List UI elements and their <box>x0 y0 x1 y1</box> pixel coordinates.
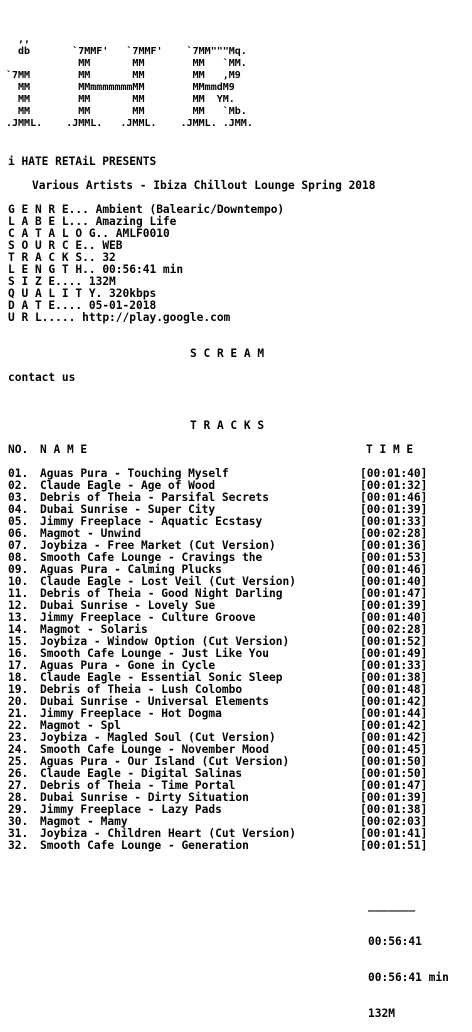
info-label: Q U A L I T Y. <box>8 287 103 300</box>
info-label: G E N R E... <box>8 203 89 216</box>
track-time: [00:01:48] <box>360 683 428 696</box>
track-title: Jimmy Freeplace - Aquatic Ecstasy <box>40 515 263 528</box>
track-title: Magmot - Mamy <box>40 815 128 828</box>
track-title: Claude Eagle - Digital Salinas <box>40 767 243 780</box>
track-number: 15. <box>8 635 29 648</box>
track-title: Magmot - Unwind <box>40 527 142 540</box>
track-title: Claude Eagle - Age of Wood <box>40 479 216 492</box>
track-time: [00:01:52] <box>360 635 428 648</box>
track-number: 14. <box>8 623 29 636</box>
track-time: [00:02:03] <box>360 815 428 828</box>
ascii-logo: ,, db `7MMF' `7MMF' `7MM"""Mq. MM MM MM `MM. `7MM MM MM MM ,M9 MM MMmmmmmmmMM MMmmdM9 MM MM MM MM YM. MM MM MM MM `Mb. .JMML. .JMML. .JMML. .JMML. .JMM. <box>6 34 253 129</box>
column-time: T I M E <box>366 443 414 456</box>
tracklist <box>8 468 472 852</box>
track-title: Joybiza - Free Market (Cut Version) <box>40 539 276 552</box>
track-number: 02. <box>8 479 29 492</box>
track-title: Joybiza - Window Option (Cut Version) <box>40 635 290 648</box>
track-number: 12. <box>8 599 29 612</box>
track-title: Aguas Pura - Gone in Cycle <box>40 659 216 672</box>
track-time: [00:02:28] <box>360 527 428 540</box>
track-title: Smooth Cafe Lounge - Just Like You <box>40 647 270 660</box>
track-number: 16. <box>8 647 29 660</box>
track-title: Dubai Sunrise - Lovely Sue <box>40 599 216 612</box>
track-time: [00:01:45] <box>360 743 428 756</box>
track-number: 04. <box>8 503 29 516</box>
track-time: [00:01:33] <box>360 659 428 672</box>
track-number: 01. <box>8 467 29 480</box>
info-value: 00:56:41 min <box>102 263 184 276</box>
track-time: [00:01:50] <box>360 755 428 768</box>
track-title: Smooth Cafe Lounge - November Mood <box>40 743 270 756</box>
album-title: Various Artists - Ibiza Chillout Lounge Spring 2018 <box>32 179 376 192</box>
track-number: 29. <box>8 803 29 816</box>
track-number: 32. <box>8 839 29 852</box>
track-title: Aguas Pura - Our Island (Cut Version) <box>40 755 290 768</box>
track-number: 03. <box>8 491 29 504</box>
track-number: 21. <box>8 707 29 720</box>
track-number: 31. <box>8 827 29 840</box>
track-time: [00:01:51] <box>360 839 428 852</box>
track-number: 22. <box>8 719 29 732</box>
track-title: Dubai Sunrise - Super City <box>40 503 216 516</box>
track-title: Claude Eagle - Lost Veil (Cut Version) <box>40 575 296 588</box>
track-time: [00:01:42] <box>360 719 428 732</box>
info-value: 05-01-2018 <box>88 299 157 312</box>
column-name: N A M E <box>40 443 88 456</box>
scream-heading: S C R E A M <box>190 347 265 360</box>
track-title: Jimmy Freeplace - Hot Dogma <box>40 707 222 720</box>
totals <box>368 876 449 1032</box>
track-time: [00:01:42] <box>360 731 428 744</box>
track-time: [00:01:39] <box>360 599 428 612</box>
info-label: S O U R C E.. <box>8 239 96 252</box>
track-number: 27. <box>8 779 29 792</box>
track-title: Smooth Cafe Lounge - Cravings the <box>40 551 263 564</box>
info-value: AMLF0010 <box>115 227 170 240</box>
track-time: [00:01:47] <box>360 587 428 600</box>
track-time: [00:01:36] <box>360 539 428 552</box>
track-number: 07. <box>8 539 29 552</box>
info-value: 132M <box>88 275 116 288</box>
track-title: Debris of Theia - Lush Colombo <box>40 683 243 696</box>
track-number: 09. <box>8 563 29 576</box>
track-number: 10. <box>8 575 29 588</box>
track-time: [00:01:33] <box>360 515 428 528</box>
track-number: 30. <box>8 815 29 828</box>
track-number: 28. <box>8 791 29 804</box>
info-value: Amazing Life <box>95 215 177 228</box>
info-value: Ambient (Balearic/Downtempo) <box>95 203 285 216</box>
totals-divider: _______ <box>368 899 416 912</box>
track-title: Jimmy Freeplace - Culture Groove <box>40 611 256 624</box>
presents-line: i HATE RETAiL PRESENTS <box>8 155 157 168</box>
track-number: 13. <box>8 611 29 624</box>
info-label: T R A C K S.. <box>8 251 96 264</box>
track-time: [00:01:44] <box>360 707 428 720</box>
track-time: [00:01:49] <box>360 647 428 660</box>
track-time: [00:01:40] <box>360 575 428 588</box>
info-label: L E N G T H.. <box>8 263 96 276</box>
track-title: Joybiza - Magled Soul (Cut Version) <box>40 731 276 744</box>
track-number: 17. <box>8 659 29 672</box>
track-title: Debris of Theia - Good Night Darling <box>40 587 283 600</box>
track-time: [00:01:32] <box>360 479 428 492</box>
column-no: NO. <box>8 443 29 456</box>
info-label: S I Z E.... <box>8 275 83 288</box>
track-time: [00:01:39] <box>360 791 428 804</box>
track-title: Dubai Sunrise - Dirty Situation <box>40 791 249 804</box>
info-label: C A T A L O G.. <box>8 227 110 240</box>
track-number: 23. <box>8 731 29 744</box>
track-title: Aguas Pura - Touching Myself <box>40 467 229 480</box>
track-number: 19. <box>8 683 29 696</box>
track-time: [00:01:40] <box>360 467 428 480</box>
track-number: 08. <box>8 551 29 564</box>
track-title: Joybiza - Children Heart (Cut Version) <box>40 827 296 840</box>
track-number: 25. <box>8 755 29 768</box>
track-title: Debris of Theia - Parsifal Secrets <box>40 491 270 504</box>
track-title: Magmot - Spl <box>40 719 121 732</box>
total-duration-min: 00:56:41 min <box>368 971 449 984</box>
track-row <box>8 840 472 852</box>
track-time: [00:01:46] <box>360 491 428 504</box>
track-title: Jimmy Freeplace - Lazy Pads <box>40 803 222 816</box>
track-title: Smooth Cafe Lounge - Generation <box>40 839 249 852</box>
track-number: 26. <box>8 767 29 780</box>
track-time: [00:01:50] <box>360 767 428 780</box>
track-time: [00:01:40] <box>360 611 428 624</box>
track-title: Dubai Sunrise - Universal Elements <box>40 695 270 708</box>
track-number: 06. <box>8 527 29 540</box>
track-number: 05. <box>8 515 29 528</box>
info-value: http://play.google.com <box>82 311 231 324</box>
info-label: D A T E.... <box>8 299 83 312</box>
info-value: 32 <box>102 251 116 264</box>
track-time: [00:02:28] <box>360 623 428 636</box>
track-time: [00:01:53] <box>360 551 428 564</box>
track-title: Magmot - Solaris <box>40 623 148 636</box>
release-info <box>8 204 284 324</box>
info-label: L A B E L... <box>8 215 89 228</box>
track-time: [00:01:38] <box>360 671 428 684</box>
info-label: U R L..... <box>8 311 76 324</box>
track-time: [00:01:38] <box>360 803 428 816</box>
contact-link[interactable]: contact us <box>8 371 76 384</box>
track-number: 24. <box>8 743 29 756</box>
track-title: Debris of Theia - Time Portal <box>40 779 236 792</box>
track-time: [00:01:41] <box>360 827 428 840</box>
info-value: WEB <box>102 239 123 252</box>
track-time: [00:01:39] <box>360 503 428 516</box>
track-title: Aguas Pura - Calming Plucks <box>40 563 222 576</box>
track-time: [00:01:46] <box>360 563 428 576</box>
info-row <box>8 312 284 324</box>
track-number: 20. <box>8 695 29 708</box>
tracks-heading: T R A C K S <box>190 419 265 432</box>
track-time: [00:01:47] <box>360 779 428 792</box>
track-title: Claude Eagle - Essential Sonic Sleep <box>40 671 283 684</box>
info-value: 320kbps <box>109 287 157 300</box>
track-time: [00:01:42] <box>360 695 428 708</box>
total-duration: 00:56:41 <box>368 935 422 948</box>
track-number: 11. <box>8 587 29 600</box>
total-size: 132M <box>368 1007 395 1020</box>
track-number: 18. <box>8 671 29 684</box>
